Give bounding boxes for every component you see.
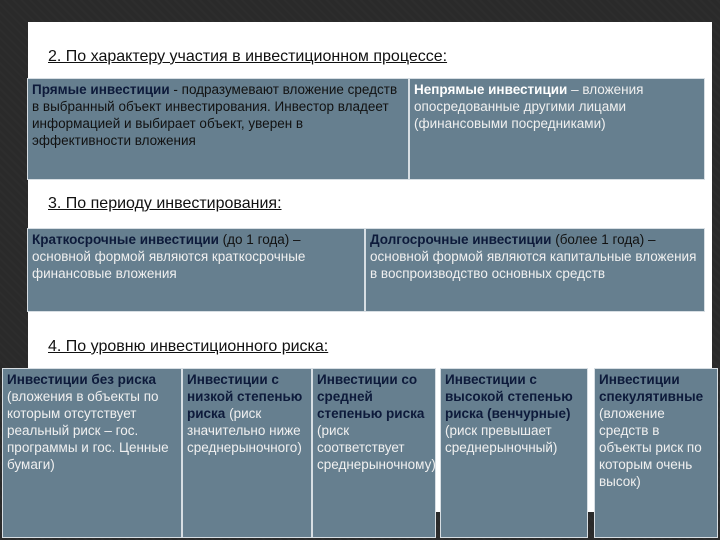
direct-investments-box: [27, 78, 409, 180]
risk-free-investments-term: Инвестиции без риска: [7, 372, 157, 387]
high-risk-investments-box: [440, 368, 588, 538]
indirect-investments-term: Непрямые инвестиции: [414, 82, 568, 97]
high-risk-investments-term: Инвестиции с высокой степенью риска (венчурные): [445, 372, 573, 421]
long-term-investments-term: Долгосрочные инвестиции: [370, 232, 552, 247]
indirect-investments-box: [409, 78, 705, 180]
speculative-investments-text: (вложение средств в объекты риск по которым очень высок): [599, 406, 702, 489]
low-risk-investments-text: (риск значительно ниже среднерыночного): [187, 406, 302, 455]
direct-investments-text: - подразумевают вложение средств в выбранный объект инвестирования. Инвестор владеет информацией и выбирает объект, уверен в эффективности вложения: [32, 82, 398, 148]
section-4-heading: 4. По уровню инвестиционного риска:: [48, 338, 329, 355]
high-risk-investments-text: (риск превышает среднерыночный): [445, 423, 558, 455]
low-risk-investments-box: [182, 368, 312, 538]
risk-free-investments-box: [2, 368, 182, 538]
section-3-heading: 3. По периоду инвестирования:: [48, 195, 282, 212]
short-term-investments-text: основной формой являются краткосрочные финансовые вложения: [32, 249, 306, 281]
short-term-investments-term: Краткосрочные инвестиции: [32, 232, 219, 247]
low-risk-investments-term: Инвестиции с низкой степенью риска: [187, 372, 303, 421]
indirect-investments-text: – вложения опосредованные другими лицами (финансовыми посредниками): [414, 82, 644, 131]
long-term-period-text: (более 1 года) –: [551, 232, 656, 247]
medium-risk-investments-box: [312, 368, 436, 538]
direct-investments-term: Прямые инвестиции: [32, 82, 170, 97]
speculative-investments-box: [594, 368, 718, 538]
long-term-investments-box: [365, 228, 705, 312]
short-term-period-text: (до 1 года) –: [218, 232, 301, 247]
speculative-investments-term: Инвестиции спекулятивные: [599, 372, 704, 404]
medium-risk-investments-term: Инвестиции со средней степенью риска: [317, 372, 425, 421]
medium-risk-investments-text: (риск соответствует среднерыночному): [317, 423, 436, 472]
long-term-investments-text: основной формой являются капитальные вложения в воспроизводство основных средств: [370, 249, 697, 281]
short-term-investments-box: [27, 228, 365, 312]
section-2-heading: 2. По характеру участия в инвестиционном процессе:: [48, 48, 448, 65]
risk-free-investments-text: (вложения в объекты по которым отсутствует реальный риск – гос. программы и гос. Ценные бумаги): [7, 389, 169, 472]
